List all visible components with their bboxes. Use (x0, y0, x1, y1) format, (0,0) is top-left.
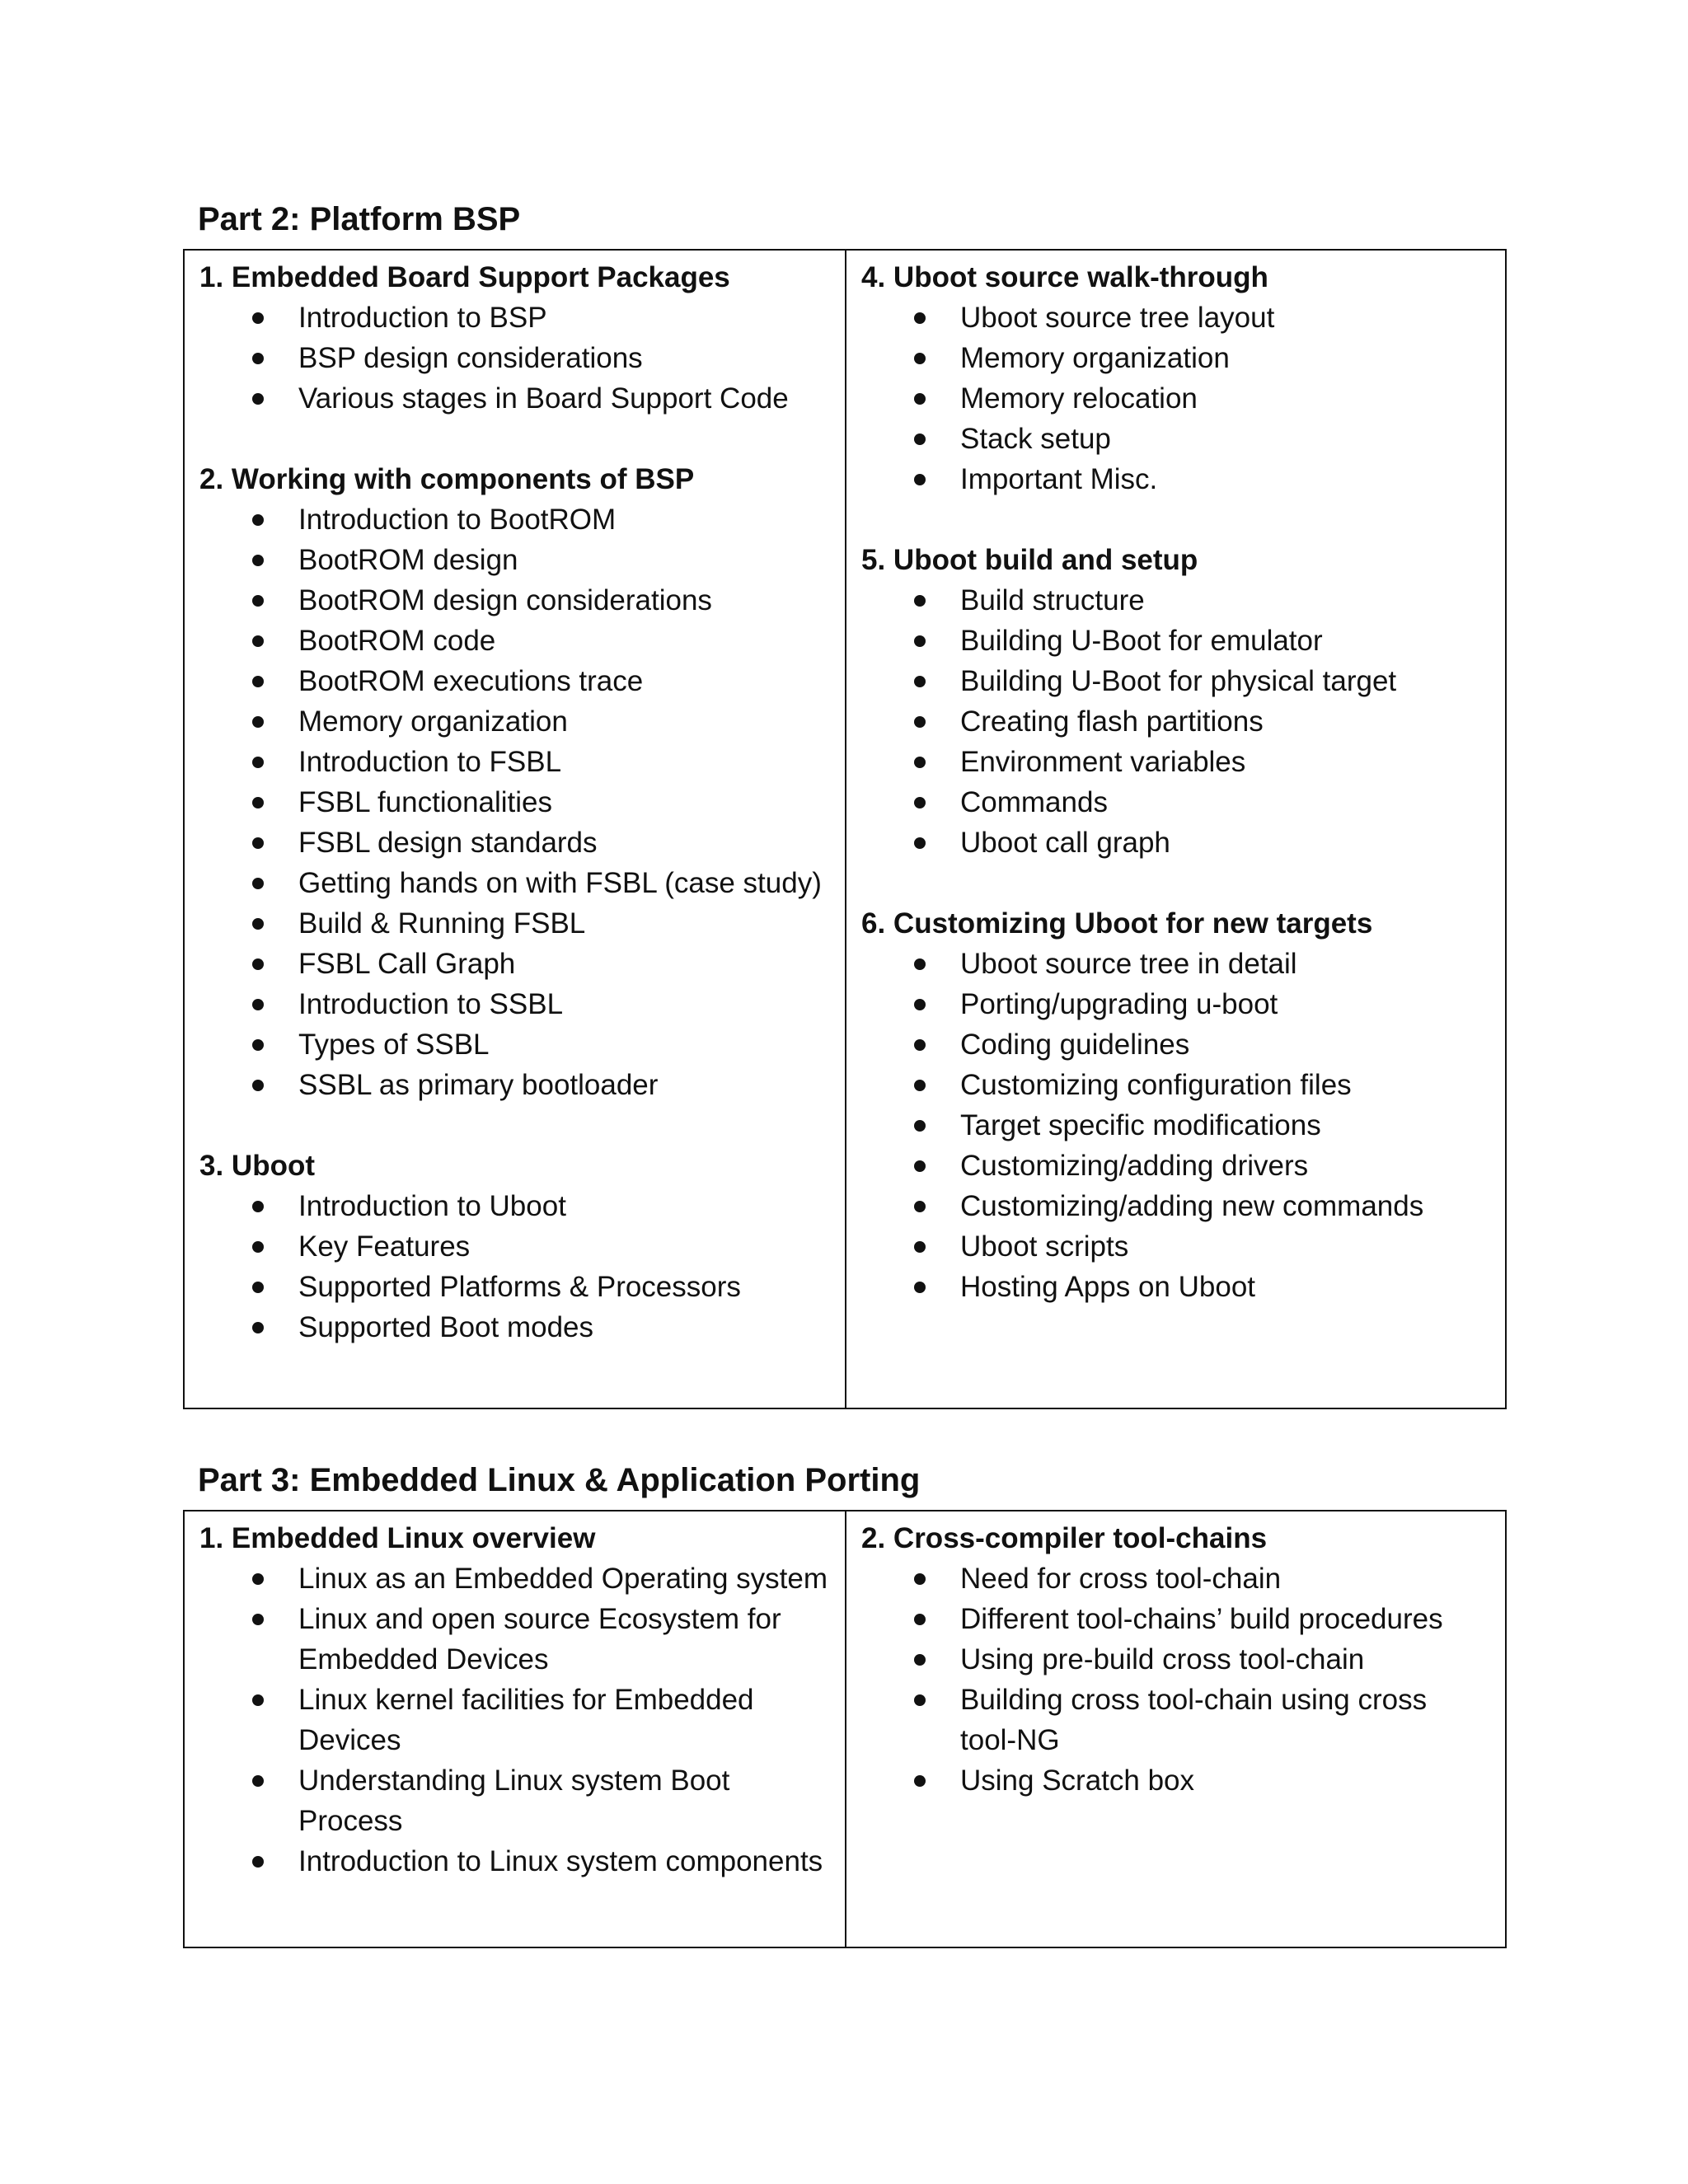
list-item-text: Types of SSBL (298, 1029, 490, 1061)
bullet-icon (252, 1201, 264, 1212)
list-item-text: Commands (960, 786, 1108, 818)
list-item-text: Introduction to BSP (298, 302, 547, 334)
outline-section (199, 1518, 830, 1882)
list-item (861, 701, 1490, 742)
list-item (861, 1558, 1490, 1599)
bullet-icon (252, 837, 264, 849)
section-heading: 4. Uboot source walk-through (861, 261, 1268, 293)
list-item (199, 621, 830, 661)
bullet-icon (252, 1322, 264, 1333)
part3-table (183, 1510, 1507, 1948)
bullet-icon (252, 1694, 264, 1706)
list-item (861, 1599, 1490, 1639)
list-item-text: Understanding Linux system Boot Process (298, 1765, 730, 1837)
bullet-list (861, 580, 1490, 863)
list-item (861, 459, 1490, 499)
list-item-text: FSBL design standards (298, 827, 598, 859)
list-item (199, 661, 830, 701)
list-item-text: Linux and open source Ecosystem for Embedded Devices (298, 1603, 781, 1675)
section-heading: 1. Embedded Board Support Packages (199, 261, 730, 293)
list-item (861, 621, 1490, 661)
list-item-text: Key Features (298, 1230, 471, 1263)
bullet-icon (914, 353, 926, 364)
bullet-icon (252, 958, 264, 970)
bullet-icon (914, 1775, 926, 1787)
bullet-icon (252, 514, 264, 526)
list-item (199, 782, 830, 823)
list-item (199, 540, 830, 580)
list-item-text: FSBL functionalities (298, 786, 553, 818)
bullet-icon (252, 555, 264, 566)
bullet-icon (914, 716, 926, 728)
list-item-text: Uboot call graph (960, 827, 1170, 859)
bullet-list (861, 944, 1490, 1307)
list-item-text: Memory relocation (960, 382, 1198, 415)
list-item (861, 1024, 1490, 1065)
list-item (199, 1065, 830, 1105)
bullet-icon (252, 878, 264, 889)
list-item-text: Building U-Boot for physical target (960, 665, 1397, 697)
list-item (199, 1841, 830, 1882)
list-item (861, 782, 1490, 823)
list-item-text: Building U-Boot for emulator (960, 625, 1323, 657)
list-item (199, 701, 830, 742)
bullet-list (861, 298, 1490, 499)
outline-section (199, 459, 830, 1105)
bullet-icon (914, 1694, 926, 1706)
bullet-icon (914, 312, 926, 324)
list-item (861, 1226, 1490, 1267)
list-item (199, 823, 830, 863)
list-item-text: Customizing/adding drivers (960, 1150, 1309, 1182)
list-item-text: Introduction to Uboot (298, 1190, 566, 1222)
list-item (861, 823, 1490, 863)
list-item (861, 944, 1490, 984)
bullet-icon (914, 757, 926, 768)
bullet-icon (914, 434, 926, 445)
list-item-text: Using Scratch box (960, 1765, 1195, 1797)
list-item-text: Target specific modifications (960, 1109, 1321, 1141)
bullet-icon (252, 1039, 264, 1051)
list-item (199, 984, 830, 1024)
list-item (199, 499, 830, 540)
section-heading: 1. Embedded Linux overview (199, 1522, 596, 1554)
list-item (199, 903, 830, 944)
section-heading: 2. Cross-compiler tool-chains (861, 1522, 1268, 1554)
bullet-icon (914, 797, 926, 808)
bullet-icon (914, 635, 926, 647)
list-item (199, 742, 830, 782)
outline-section (861, 903, 1490, 1307)
section-heading: 5. Uboot build and setup (861, 544, 1198, 576)
bullet-icon (252, 1775, 264, 1787)
bullet-icon (252, 353, 264, 364)
list-item (861, 1267, 1490, 1307)
list-item-text: Stack setup (960, 423, 1111, 455)
list-item-text: Build & Running FSBL (298, 907, 586, 940)
bullet-icon (252, 1573, 264, 1585)
list-item (199, 1599, 830, 1680)
bullet-icon (914, 1614, 926, 1625)
list-item-text: Different tool-chains’ build procedures (960, 1603, 1443, 1635)
list-item-text: BootROM executions trace (298, 665, 644, 697)
bullet-icon (252, 1080, 264, 1091)
bullet-icon (914, 1120, 926, 1132)
list-item (861, 1680, 1490, 1760)
part3-title: Part 3: Embedded Linux & Application Porting (198, 1462, 921, 1498)
list-item (861, 661, 1490, 701)
bullet-icon (914, 474, 926, 485)
list-item-text: SSBL as primary bootloader (298, 1069, 659, 1101)
bullet-icon (914, 1573, 926, 1585)
list-item-text: Using pre-build cross tool-chain (960, 1643, 1365, 1675)
list-item (861, 1186, 1490, 1226)
bullet-icon (252, 312, 264, 324)
bullet-icon (252, 1241, 264, 1253)
list-item-text: Memory organization (960, 342, 1230, 374)
list-item-text: Environment variables (960, 746, 1246, 778)
list-item-text: Customizing/adding new commands (960, 1190, 1424, 1222)
list-item-text: Supported Boot modes (298, 1311, 594, 1343)
list-item-text: Building cross tool-chain using cross tool-NG (960, 1684, 1428, 1756)
bullet-icon (914, 393, 926, 405)
table-column-1 (185, 251, 845, 1408)
list-item (199, 863, 830, 903)
table-column-2 (845, 251, 1505, 1408)
list-item-text: BootROM design considerations (298, 584, 712, 616)
list-item (861, 1146, 1490, 1186)
list-item (861, 580, 1490, 621)
list-item-text: BootROM design (298, 544, 518, 576)
bullet-list (861, 1558, 1490, 1801)
bullet-icon (914, 1282, 926, 1293)
list-item-text: Uboot scripts (960, 1230, 1129, 1263)
list-item-text: Linux as an Embedded Operating system (298, 1563, 828, 1595)
bullet-list (199, 298, 830, 419)
list-item (199, 1226, 830, 1267)
bullet-icon (914, 837, 926, 849)
bullet-icon (914, 1160, 926, 1172)
list-item (199, 1680, 830, 1760)
list-item (199, 1267, 830, 1307)
list-item-text: Coding guidelines (960, 1029, 1190, 1061)
list-item-text: Customizing configuration files (960, 1069, 1352, 1101)
bullet-icon (252, 757, 264, 768)
bullet-icon (252, 595, 264, 607)
section-heading: 2. Working with components of BSP (199, 463, 695, 495)
list-item-text: Uboot source tree layout (960, 302, 1275, 334)
list-item (861, 1065, 1490, 1105)
bullet-icon (252, 797, 264, 808)
section-heading: 6. Customizing Uboot for new targets (861, 907, 1373, 940)
bullet-icon (914, 1039, 926, 1051)
bullet-icon (914, 1201, 926, 1212)
list-item-text: Various stages in Board Support Code (298, 382, 789, 415)
list-item-text: BSP design considerations (298, 342, 643, 374)
list-item (199, 298, 830, 338)
part2-table (183, 249, 1507, 1409)
outline-section (199, 257, 830, 419)
list-item (861, 1105, 1490, 1146)
list-item (199, 580, 830, 621)
list-item (861, 1760, 1490, 1801)
bullet-list (199, 1558, 830, 1882)
list-item (199, 1024, 830, 1065)
part2-title: Part 2: Platform BSP (198, 201, 521, 237)
bullet-icon (914, 676, 926, 687)
bullet-icon (252, 999, 264, 1010)
list-item-text: Introduction to SSBL (298, 988, 564, 1020)
table-column-1 (185, 1511, 845, 1947)
list-item-text: BootROM code (298, 625, 496, 657)
list-item-text: Need for cross tool-chain (960, 1563, 1282, 1595)
list-item-text: Introduction to FSBL (298, 746, 562, 778)
bullet-icon (914, 1080, 926, 1091)
outline-section (861, 540, 1490, 863)
list-item (861, 742, 1490, 782)
list-item (861, 1639, 1490, 1680)
bullet-icon (914, 1241, 926, 1253)
outline-section (861, 1518, 1490, 1801)
list-item (199, 1186, 830, 1226)
bullet-icon (914, 595, 926, 607)
list-item (861, 378, 1490, 419)
list-item (861, 298, 1490, 338)
bullet-list (199, 1186, 830, 1347)
list-item (199, 378, 830, 419)
table-column-2 (845, 1511, 1505, 1947)
bullet-icon (252, 635, 264, 647)
list-item (199, 338, 830, 378)
list-item-text: Memory organization (298, 705, 568, 738)
list-item (199, 1760, 830, 1841)
outline-section (861, 257, 1490, 499)
list-item (861, 984, 1490, 1024)
list-item-text: Introduction to Linux system components (298, 1845, 823, 1877)
list-item-text: Important Misc. (960, 463, 1158, 495)
bullet-icon (252, 393, 264, 405)
bullet-icon (914, 999, 926, 1010)
bullet-icon (252, 918, 264, 930)
bullet-icon (914, 1654, 926, 1666)
list-item-text: Supported Platforms & Processors (298, 1271, 741, 1303)
list-item-text: Build structure (960, 584, 1145, 616)
list-item (199, 1558, 830, 1599)
bullet-icon (252, 1614, 264, 1625)
outline-section (199, 1146, 830, 1347)
list-item (199, 944, 830, 984)
list-item-text: Introduction to BootROM (298, 504, 617, 536)
list-item-text: FSBL Call Graph (298, 948, 516, 980)
bullet-icon (914, 958, 926, 970)
list-item (861, 419, 1490, 459)
list-item-text: Linux kernel facilities for Embedded Devices (298, 1684, 754, 1756)
list-item (199, 1307, 830, 1347)
bullet-list (199, 499, 830, 1105)
bullet-icon (252, 1282, 264, 1293)
section-heading: 3. Uboot (199, 1150, 315, 1182)
list-item-text: Getting hands on with FSBL (case study) (298, 867, 822, 899)
bullet-icon (252, 716, 264, 728)
list-item-text: Hosting Apps on Uboot (960, 1271, 1256, 1303)
list-item-text: Porting/upgrading u-boot (960, 988, 1278, 1020)
bullet-icon (252, 1856, 264, 1868)
list-item-text: Uboot source tree in detail (960, 948, 1297, 980)
list-item-text: Creating flash partitions (960, 705, 1264, 738)
bullet-icon (252, 676, 264, 687)
list-item (861, 338, 1490, 378)
